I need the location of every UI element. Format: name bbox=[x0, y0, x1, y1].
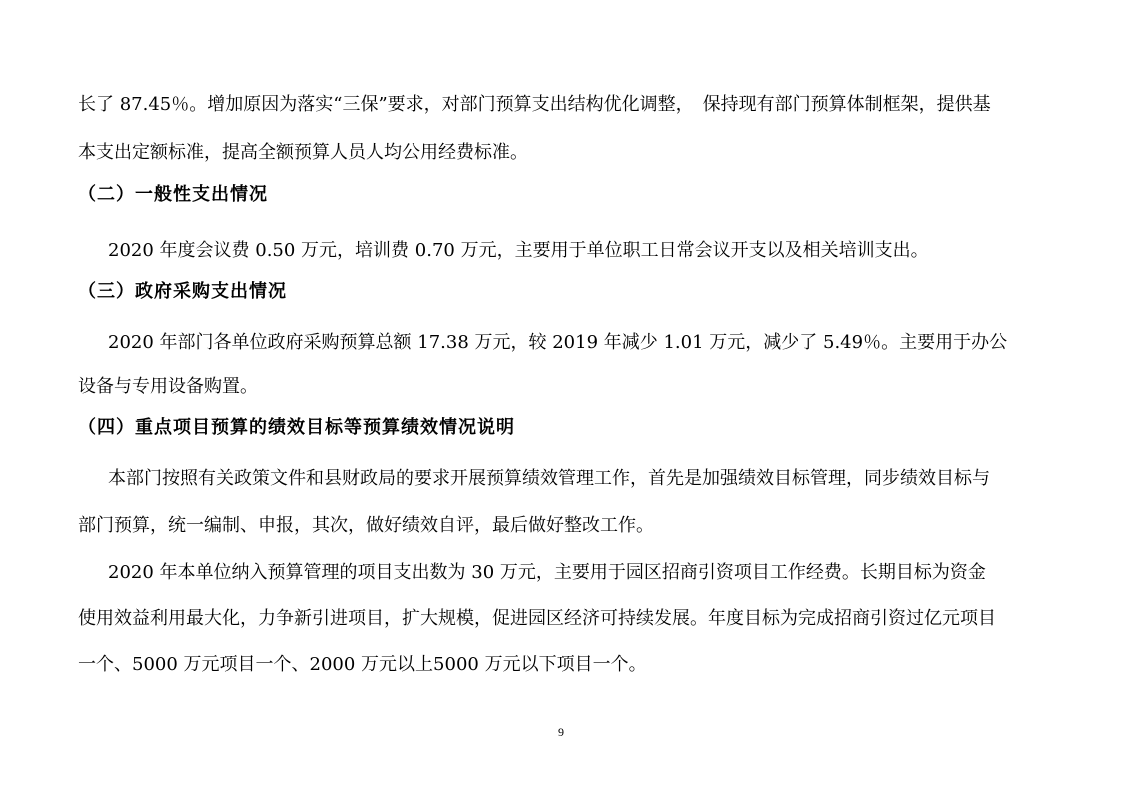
section-heading-performance-goals: （四）重点项目预算的绩效目标等预算绩效情况说明 bbox=[78, 417, 515, 438]
paragraph-line: 2020 年本单位纳入预算管理的项目支出数为 30 万元，主要用于园区招商引资项目工作经费。长期目标为资金 bbox=[108, 562, 986, 583]
section-heading-government-procurement: （三）政府采购支出情况 bbox=[78, 281, 287, 302]
paragraph-line: 本支出定额标准，提高全额预算人员人均公用经费标准。 bbox=[78, 142, 528, 163]
page-number: 9 bbox=[558, 725, 564, 739]
paragraph-line: 使用效益利用最大化，力争新引进项目，扩大规模，促进园区经济可持续发展。年度目标为完成招商引资过亿元项目 bbox=[78, 608, 996, 629]
paragraph-line: 本部门按照有关政策文件和县财政局的要求开展预算绩效管理工作，首先是加强绩效目标管理，同步绩效目标与 bbox=[108, 468, 990, 489]
paragraph-line: 一个、5000 万元项目一个、2000 万元以上5000 万元以下项目一个。 bbox=[78, 654, 647, 675]
paragraph-line: 2020 年度会议费 0.50 万元，培训费 0.70 万元，主要用于单位职工日常会议开支以及相关培训支出。 bbox=[108, 240, 929, 261]
section-heading-general-expenditure: （二）一般性支出情况 bbox=[78, 184, 268, 205]
paragraph-line: 部门预算，统一编制、申报，其次，做好绩效自评，最后做好整改工作。 bbox=[78, 515, 654, 536]
paragraph-line: 长了 87.45％。增加原因为落实“三保”要求，对部门预算支出结构优化调整， 保持现有部门预算体制框架，提供基 bbox=[78, 94, 991, 115]
paragraph-line: 2020 年部门各单位政府采购预算总额 17.38 万元，较 2019 年减少 1.01 万元，减少了 5.49％。主要用于办公 bbox=[108, 332, 1008, 353]
paragraph-line: 设备与专用设备购置。 bbox=[78, 376, 258, 397]
